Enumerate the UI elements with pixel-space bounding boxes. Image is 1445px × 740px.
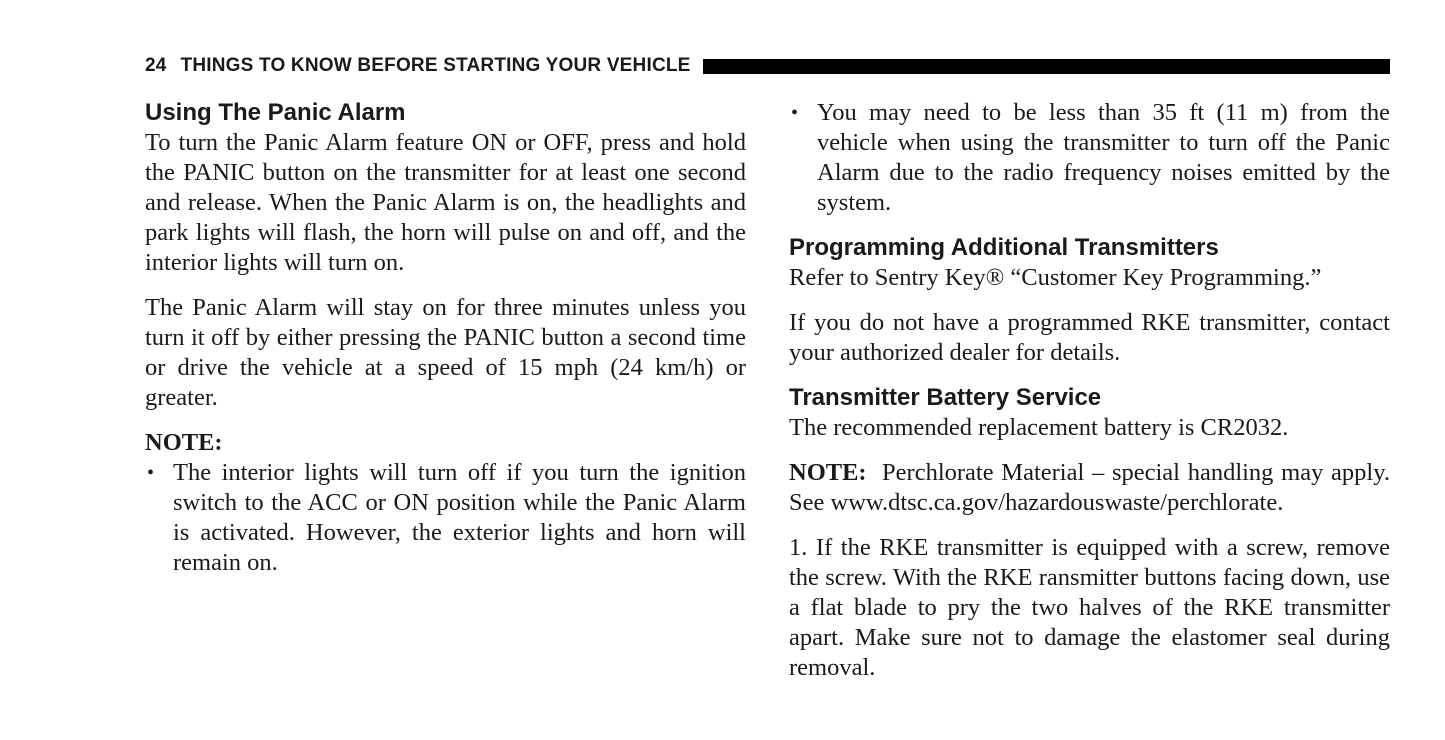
section-heading-panic-alarm: Using The Panic Alarm (145, 99, 406, 126)
note-label: NOTE: (789, 459, 867, 486)
note-bullet-list (145, 458, 746, 578)
range-bullet-list (789, 98, 1390, 218)
list-item-text: The interior lights will turn off if you turn the ignition switch to the ACC or ON position while the Panic Alarm is activated. However, the exterior lights and horn will remain on. (173, 459, 746, 576)
left-column (145, 98, 746, 578)
note-label: NOTE: (145, 429, 223, 456)
bullet-icon: • (147, 462, 155, 484)
battery-step-1: 1. If the RKE transmitter is equipped with a screw, remove the screw. With the RKE ransmitter buttons facing down, use a flat blade to pry the two halves of the RKE transmitter apart. Make sure not to damage the elastomer seal during removal. (789, 534, 1390, 681)
running-title: THINGS TO KNOW BEFORE STARTING YOUR VEHICLE (180, 55, 691, 76)
header-rule (703, 59, 1390, 74)
bullet-icon: • (791, 102, 799, 124)
battery-paragraph-1: The recommended replacement battery is CR2032. (789, 414, 1289, 441)
programming-paragraph-2: If you do not have a programmed RKE transmitter, contact your authorized dealer for details. (789, 309, 1390, 366)
list-item (789, 98, 1390, 218)
note-text: Perchlorate Material – special handling may apply. See www.dtsc.ca.gov/hazardouswaste/perchlorate. (789, 459, 1391, 516)
section-heading-programming: Programming Additional Transmitters (789, 234, 1219, 261)
list-item-text: You may need to be less than 35 ft (11 m) from the vehicle when using the transmitter to turn off the Panic Alarm due to the radio frequency noises emitted by the system. (817, 99, 1390, 216)
section-heading-battery: Transmitter Battery Service (789, 384, 1102, 411)
note-heading (145, 428, 746, 458)
page-header (145, 54, 1390, 78)
panic-paragraph-2: The Panic Alarm will stay on for three minutes unless you turn it off by either pressing the PANIC button a second time or drive the vehicle at a speed of 15 mph (24 km/h) or greater. (145, 294, 746, 411)
programming-paragraph-1: Refer to Sentry Key® “Customer Key Programming.” (789, 264, 1322, 291)
page-number: 24 (145, 55, 167, 76)
battery-note (789, 458, 1390, 518)
panic-paragraph-1: To turn the Panic Alarm feature ON or OFF, press and hold the PANIC button on the transmitter for at least one second and release. When the Panic Alarm is on, the headlights and park lights will flash, the horn will pulse on and off, and the interior lights will turn on. (145, 129, 746, 276)
right-column (789, 98, 1390, 683)
list-item (145, 458, 746, 578)
